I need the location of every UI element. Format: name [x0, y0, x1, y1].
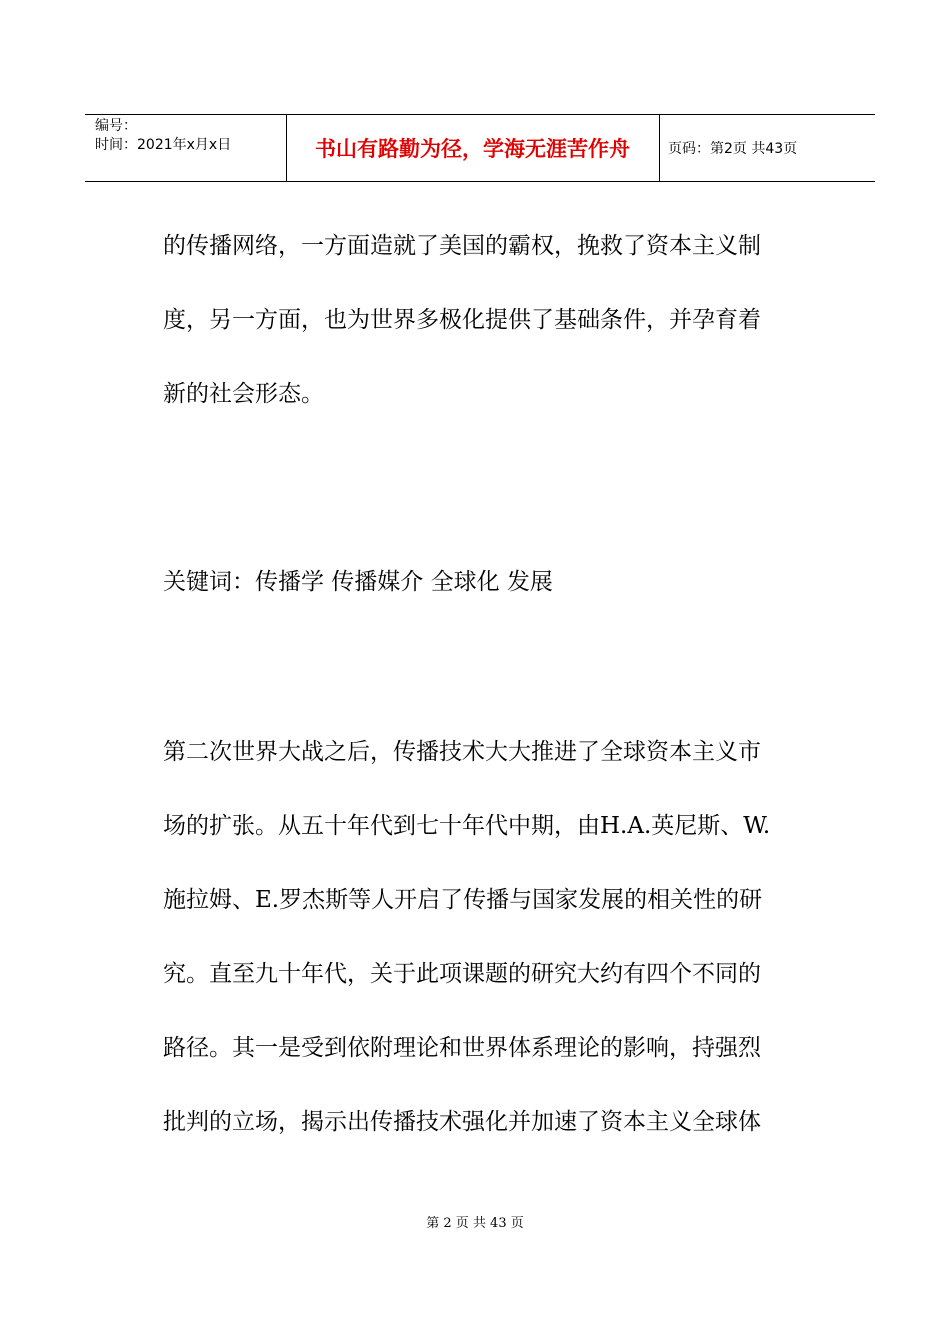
header-divider-right [659, 114, 660, 181]
text-line: 路径。其一是受到依附理论和世界体系理论的影响，持强烈 [163, 1035, 761, 1061]
text-line: 度，另一方面，也为世界多极化提供了基础条件，并孕育着 [163, 307, 761, 333]
paragraph-continuation [163, 209, 803, 431]
text-line: 新的社会形态。 [163, 381, 324, 407]
header-meta [95, 117, 231, 155]
text-line: 的传播网络，一方面造就了美国的霸权，挽救了资本主义制 [163, 233, 761, 259]
text-line: 施拉姆、E.罗杰斯等人开启了传播与国家发展的相关性的研 [163, 887, 763, 913]
page-footer: 第 2 页 共 43 页 [426, 1216, 524, 1231]
header-page-info: 页码：第2页 共43页 [668, 140, 798, 157]
text-line: 批判的立场，揭示出传播技术强化并加速了资本主义全球体 [163, 1109, 761, 1135]
paragraph-main [163, 715, 803, 1159]
keywords-line: 关键词：传播学 传播媒介 全球化 发展 [163, 569, 553, 595]
header-motto: 书山有路勤为径，学海无涯苦作舟 [315, 136, 630, 161]
document-time: 时间：2021年x月x日 [95, 137, 232, 153]
text-line: 第二次世界大战之后，传播技术大大推进了全球资本主义市 [163, 739, 761, 765]
keywords-block [163, 545, 803, 619]
header-bottom-rule [85, 181, 875, 182]
text-line: 场的扩张。从五十年代到七十年代中期，由H.A.英尼斯、W. [163, 813, 771, 839]
text-line: 究。直至九十年代，关于此项课题的研究大约有四个不同的 [163, 961, 761, 987]
document-number-label: 编号： [95, 118, 137, 134]
